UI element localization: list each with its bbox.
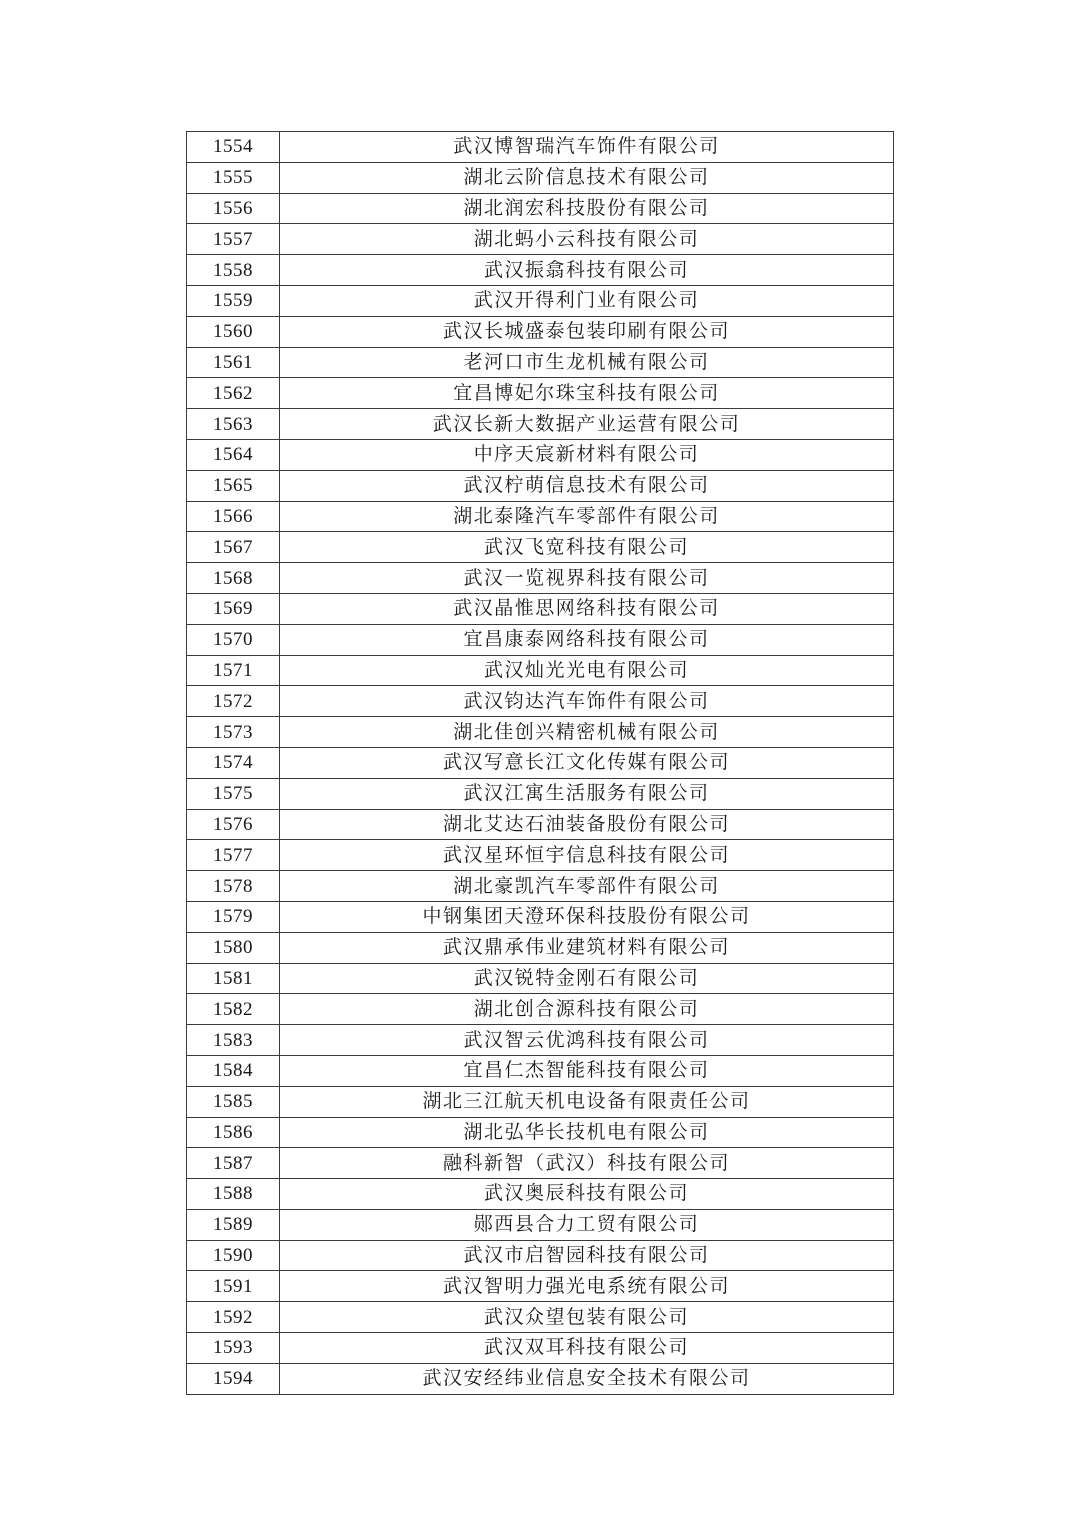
table-row bbox=[187, 255, 894, 286]
company-name-cell: 湖北豪凯汽车零部件有限公司 bbox=[280, 871, 894, 902]
table-row bbox=[187, 1179, 894, 1210]
table-row bbox=[187, 501, 894, 532]
row-number-cell: 1583 bbox=[187, 1025, 280, 1056]
table-row bbox=[187, 1302, 894, 1333]
row-number-cell: 1588 bbox=[187, 1179, 280, 1210]
company-name-cell: 武汉一览视界科技有限公司 bbox=[280, 563, 894, 594]
table-row bbox=[187, 963, 894, 994]
row-number-cell: 1569 bbox=[187, 593, 280, 624]
table-row bbox=[187, 1363, 894, 1394]
company-name-cell: 湖北云阶信息技术有限公司 bbox=[280, 162, 894, 193]
table-row bbox=[187, 655, 894, 686]
table-row bbox=[187, 378, 894, 409]
company-name-cell: 武汉双耳科技有限公司 bbox=[280, 1333, 894, 1364]
company-name-cell: 武汉安经纬业信息安全技术有限公司 bbox=[280, 1363, 894, 1394]
row-number-cell: 1558 bbox=[187, 255, 280, 286]
row-number-cell: 1582 bbox=[187, 994, 280, 1025]
company-name-cell: 武汉智明力强光电系统有限公司 bbox=[280, 1271, 894, 1302]
table-row bbox=[187, 1333, 894, 1364]
row-number-cell: 1567 bbox=[187, 532, 280, 563]
table-row bbox=[187, 686, 894, 717]
row-number-cell: 1591 bbox=[187, 1271, 280, 1302]
row-number-cell: 1571 bbox=[187, 655, 280, 686]
row-number-cell: 1574 bbox=[187, 747, 280, 778]
row-number-cell: 1556 bbox=[187, 193, 280, 224]
company-name-cell: 湖北润宏科技股份有限公司 bbox=[280, 193, 894, 224]
row-number-cell: 1565 bbox=[187, 470, 280, 501]
row-number-cell: 1578 bbox=[187, 871, 280, 902]
row-number-cell: 1572 bbox=[187, 686, 280, 717]
table-row bbox=[187, 224, 894, 255]
row-number-cell: 1579 bbox=[187, 901, 280, 932]
company-name-cell: 湖北泰隆汽车零部件有限公司 bbox=[280, 501, 894, 532]
row-number-cell: 1573 bbox=[187, 717, 280, 748]
table-row bbox=[187, 994, 894, 1025]
row-number-cell: 1557 bbox=[187, 224, 280, 255]
table-row bbox=[187, 285, 894, 316]
company-name-cell: 湖北蚂小云科技有限公司 bbox=[280, 224, 894, 255]
row-number-cell: 1576 bbox=[187, 809, 280, 840]
company-name-cell: 湖北弘华长技机电有限公司 bbox=[280, 1117, 894, 1148]
table-row bbox=[187, 409, 894, 440]
company-name-cell: 武汉鼎承伟业建筑材料有限公司 bbox=[280, 932, 894, 963]
company-name-cell: 武汉博智瑞汽车饰件有限公司 bbox=[280, 132, 894, 163]
table-row bbox=[187, 1148, 894, 1179]
company-name-cell: 老河口市生龙机械有限公司 bbox=[280, 347, 894, 378]
row-number-cell: 1586 bbox=[187, 1117, 280, 1148]
table-row bbox=[187, 901, 894, 932]
table-row bbox=[187, 747, 894, 778]
company-name-cell: 武汉众望包装有限公司 bbox=[280, 1302, 894, 1333]
table-row bbox=[187, 347, 894, 378]
company-list-table bbox=[186, 131, 894, 1395]
table-row bbox=[187, 439, 894, 470]
company-name-cell: 武汉振翕科技有限公司 bbox=[280, 255, 894, 286]
table-row bbox=[187, 1025, 894, 1056]
row-number-cell: 1581 bbox=[187, 963, 280, 994]
row-number-cell: 1568 bbox=[187, 563, 280, 594]
company-name-cell: 郧西县合力工贸有限公司 bbox=[280, 1209, 894, 1240]
company-name-cell: 武汉江寓生活服务有限公司 bbox=[280, 778, 894, 809]
row-number-cell: 1561 bbox=[187, 347, 280, 378]
table-row bbox=[187, 1240, 894, 1271]
company-name-cell: 武汉奥辰科技有限公司 bbox=[280, 1179, 894, 1210]
company-name-cell: 宜昌仁杰智能科技有限公司 bbox=[280, 1055, 894, 1086]
company-name-cell: 武汉飞宽科技有限公司 bbox=[280, 532, 894, 563]
table-row bbox=[187, 532, 894, 563]
row-number-cell: 1577 bbox=[187, 840, 280, 871]
table-row bbox=[187, 316, 894, 347]
company-name-cell: 中钢集团天澄环保科技股份有限公司 bbox=[280, 901, 894, 932]
company-name-cell: 宜昌康泰网络科技有限公司 bbox=[280, 624, 894, 655]
table-row bbox=[187, 563, 894, 594]
table-row bbox=[187, 778, 894, 809]
company-name-cell: 武汉柠萌信息技术有限公司 bbox=[280, 470, 894, 501]
company-name-cell: 武汉钧达汽车饰件有限公司 bbox=[280, 686, 894, 717]
company-name-cell: 武汉长城盛泰包装印刷有限公司 bbox=[280, 316, 894, 347]
row-number-cell: 1584 bbox=[187, 1055, 280, 1086]
row-number-cell: 1566 bbox=[187, 501, 280, 532]
company-name-cell: 武汉灿光光电有限公司 bbox=[280, 655, 894, 686]
row-number-cell: 1554 bbox=[187, 132, 280, 163]
company-name-cell: 湖北艾达石油装备股份有限公司 bbox=[280, 809, 894, 840]
table-row bbox=[187, 932, 894, 963]
row-number-cell: 1580 bbox=[187, 932, 280, 963]
row-number-cell: 1563 bbox=[187, 409, 280, 440]
row-number-cell: 1559 bbox=[187, 285, 280, 316]
table-row bbox=[187, 717, 894, 748]
table-row bbox=[187, 1209, 894, 1240]
table-row bbox=[187, 624, 894, 655]
company-name-cell: 武汉晶惟思网络科技有限公司 bbox=[280, 593, 894, 624]
row-number-cell: 1587 bbox=[187, 1148, 280, 1179]
row-number-cell: 1585 bbox=[187, 1086, 280, 1117]
company-name-cell: 融科新智（武汉）科技有限公司 bbox=[280, 1148, 894, 1179]
row-number-cell: 1560 bbox=[187, 316, 280, 347]
table-row bbox=[187, 132, 894, 163]
row-number-cell: 1555 bbox=[187, 162, 280, 193]
company-name-cell: 武汉写意长江文化传媒有限公司 bbox=[280, 747, 894, 778]
company-name-cell: 湖北佳创兴精密机械有限公司 bbox=[280, 717, 894, 748]
company-name-cell: 武汉市启智园科技有限公司 bbox=[280, 1240, 894, 1271]
company-name-cell: 武汉智云优鸿科技有限公司 bbox=[280, 1025, 894, 1056]
company-name-cell: 宜昌博妃尔珠宝科技有限公司 bbox=[280, 378, 894, 409]
company-name-cell: 武汉锐特金刚石有限公司 bbox=[280, 963, 894, 994]
table-row bbox=[187, 470, 894, 501]
company-name-cell: 武汉开得利门业有限公司 bbox=[280, 285, 894, 316]
table-row bbox=[187, 162, 894, 193]
row-number-cell: 1564 bbox=[187, 439, 280, 470]
table-row bbox=[187, 871, 894, 902]
company-name-cell: 武汉星环恒宇信息科技有限公司 bbox=[280, 840, 894, 871]
table-row bbox=[187, 1271, 894, 1302]
table-row bbox=[187, 840, 894, 871]
row-number-cell: 1589 bbox=[187, 1209, 280, 1240]
table-body bbox=[187, 132, 894, 1395]
table-row bbox=[187, 1117, 894, 1148]
company-name-cell: 湖北三江航天机电设备有限责任公司 bbox=[280, 1086, 894, 1117]
table-row bbox=[187, 809, 894, 840]
table-row bbox=[187, 193, 894, 224]
row-number-cell: 1590 bbox=[187, 1240, 280, 1271]
table-row bbox=[187, 1086, 894, 1117]
row-number-cell: 1592 bbox=[187, 1302, 280, 1333]
row-number-cell: 1562 bbox=[187, 378, 280, 409]
table-row bbox=[187, 1055, 894, 1086]
company-name-cell: 湖北创合源科技有限公司 bbox=[280, 994, 894, 1025]
company-name-cell: 中序天宸新材料有限公司 bbox=[280, 439, 894, 470]
table-row bbox=[187, 593, 894, 624]
row-number-cell: 1593 bbox=[187, 1333, 280, 1364]
row-number-cell: 1570 bbox=[187, 624, 280, 655]
row-number-cell: 1594 bbox=[187, 1363, 280, 1394]
company-name-cell: 武汉长新大数据产业运营有限公司 bbox=[280, 409, 894, 440]
row-number-cell: 1575 bbox=[187, 778, 280, 809]
